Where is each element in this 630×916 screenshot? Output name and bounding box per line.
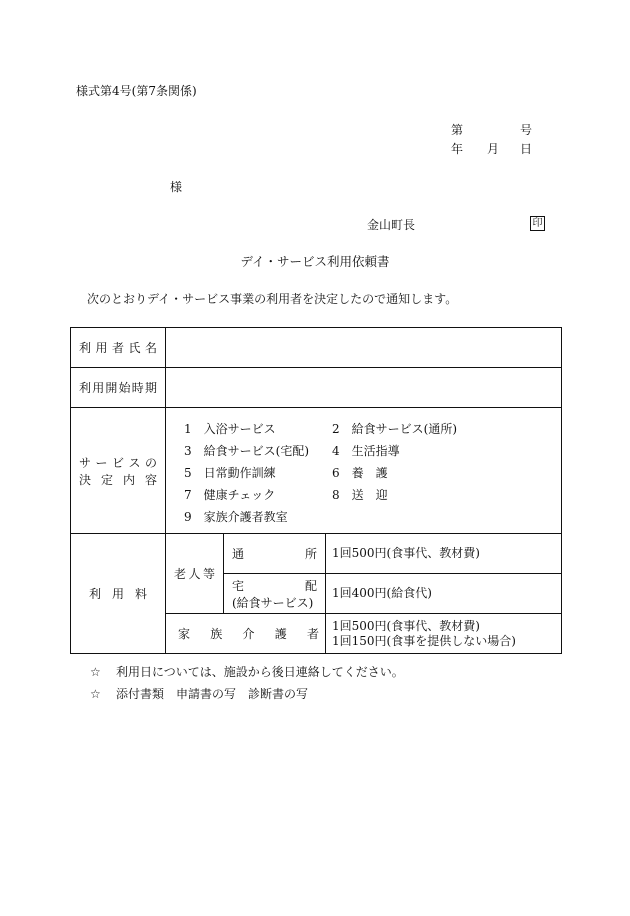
date-year: 年 (451, 142, 464, 156)
commute-fee: 1回500円(食事代、教材費) (326, 534, 562, 574)
date-month: 月 (487, 142, 500, 156)
services-list (166, 408, 562, 534)
start-date-label: 利用開始時期 (71, 368, 166, 408)
family-fee-line1: 1回500円(食事代、教材費) (332, 618, 480, 633)
family-fee-line2: 1回150円(食事を提供しない場合) (332, 633, 516, 648)
elderly-label: 老人等 (166, 534, 224, 614)
delivery-label (224, 574, 326, 614)
note-item (90, 685, 308, 702)
row-user-name (71, 328, 562, 368)
services-label (71, 408, 166, 534)
service-item: 3 給食サービス(宅配) (184, 443, 309, 458)
document-title: デイ・サービス利用依頼書 (240, 254, 390, 269)
star-icon: ☆ (90, 665, 101, 679)
family-label: 家族介護者 (166, 614, 326, 654)
user-name-label: 利用者氏名 (71, 328, 166, 368)
note-text: 添付書類 申請書の写 診断書の写 (116, 687, 309, 701)
document-number-suffix: 号 (520, 123, 533, 137)
service-table (70, 327, 562, 654)
form-number: 様式第4号(第7条関係) (76, 84, 197, 98)
service-item: 5 日常動作訓練 (184, 465, 276, 480)
service-item: 6 養 護 (332, 465, 388, 480)
delivery-label-text: 宅配 (232, 578, 317, 593)
services-label-line2: 決定内容 (79, 472, 157, 487)
user-name-field[interactable] (166, 328, 562, 368)
service-row (184, 505, 561, 527)
fee-label: 利用料 (71, 534, 166, 654)
commute-label-text: 通所 (232, 547, 317, 561)
service-row (184, 461, 561, 483)
service-item: 9 家族介護者教室 (184, 509, 288, 524)
service-row (184, 483, 561, 505)
service-row (184, 439, 561, 461)
service-item: 7 健康チェック (184, 487, 276, 502)
document-number-prefix: 第 (451, 123, 464, 137)
sender-name: 金山町長 (367, 218, 416, 232)
note-item (90, 663, 404, 680)
seal-stamp: 印 (530, 216, 545, 231)
delivery-fee: 1回400円(給食代) (326, 574, 562, 614)
intro-text: 次のとおりデイ・サービス事業の利用者を決定したので通知します。 (87, 292, 458, 306)
date-day: 日 (520, 142, 533, 156)
service-item: 4 生活指導 (332, 443, 400, 458)
addressee-suffix: 様 (170, 180, 183, 194)
start-date-field[interactable] (166, 368, 562, 408)
star-icon: ☆ (90, 687, 101, 701)
service-item: 8 送 迎 (332, 487, 388, 502)
delivery-label-sub: (給食サービス) (232, 595, 314, 610)
commute-label (224, 534, 326, 574)
service-row (184, 417, 561, 439)
service-item: 1 入浴サービス (184, 421, 276, 436)
row-fee-commute (71, 534, 562, 574)
services-label-line1: サービスの (79, 455, 157, 470)
family-fee (326, 614, 562, 654)
note-text: 利用日については、施設から後日連絡してください。 (116, 665, 404, 679)
service-item: 2 給食サービス(通所) (332, 421, 457, 436)
row-start-date (71, 368, 562, 408)
row-services (71, 408, 562, 534)
